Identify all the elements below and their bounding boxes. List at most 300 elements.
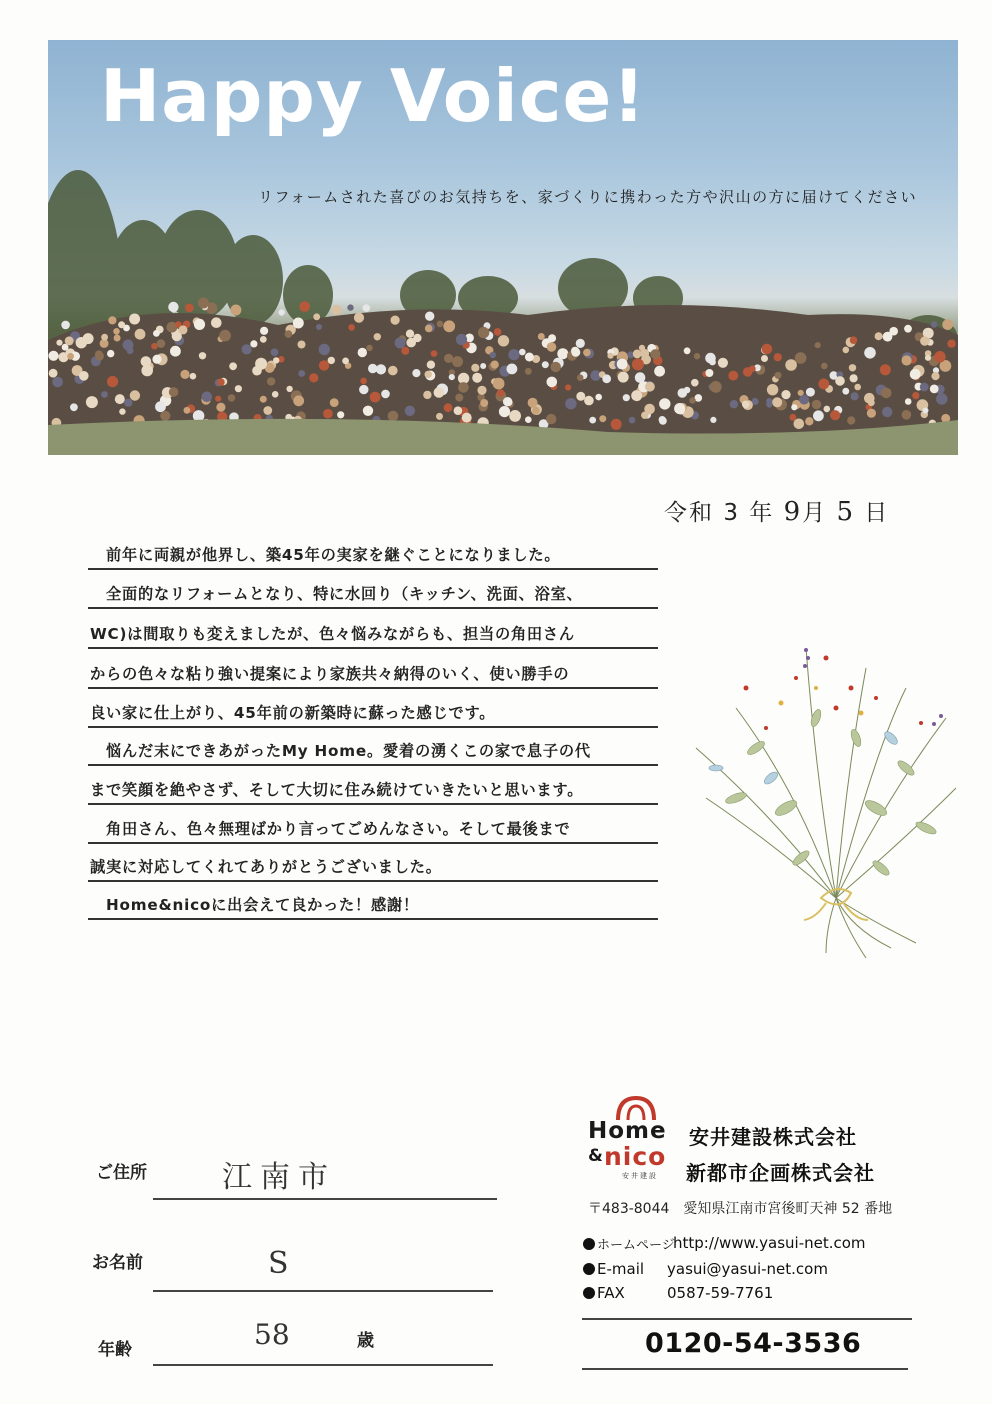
crowd-figure [48,351,58,361]
crowd-figure [494,328,502,336]
crowd-figure [905,398,912,405]
crowd-figure [818,379,829,390]
crowd-figure [330,398,339,407]
crowd-figure [157,339,166,348]
crowd-figure [842,388,849,395]
crowd-figure [217,378,224,385]
crowd-figure [278,309,284,315]
crowd-figure [250,340,257,347]
crowd-figure [749,365,756,372]
crowd-figure [864,347,876,359]
crowd-figure [509,410,521,422]
crowd-figure [525,353,534,362]
crowd-figure [790,414,797,421]
logo-nico: nico [604,1142,667,1171]
crowd-figure [444,354,453,363]
crowd-figure [847,416,855,424]
crowd-figure [812,400,821,409]
crowd-figure [235,385,242,392]
date-month: 9 [783,497,803,527]
date-year-unit: 年 [749,500,775,526]
crowd-figure [123,340,134,351]
crowd-figure [471,364,479,372]
crowd-figure [319,344,330,355]
crowd-figure [472,373,482,383]
crowd-figure [101,334,108,341]
crowd-figure [313,313,320,320]
bullet-icon [583,1238,595,1250]
crowd-figure [705,369,713,377]
letter-line: まで笑顔を絶やさず、そして大切に住み続けていきたいと思います。 [88,765,658,805]
crowd-figure [795,352,807,364]
crowd-figure [425,312,434,321]
crowd-figure [589,417,596,424]
crowd-figure [794,419,805,430]
crowd-figure [674,403,685,414]
crowd-figure [835,376,845,386]
crowd-figure [153,330,160,337]
crowd-figure [360,378,367,385]
name-value: S [268,1246,289,1281]
crowd-figure [267,377,275,385]
logo-home: Home [588,1118,667,1144]
date-day: 5 [836,497,855,527]
crowd-figure [678,388,688,398]
crowd-figure [323,409,333,419]
crowd-figure [774,353,782,361]
crowd-figure [546,414,556,424]
crowd-figure [644,404,655,415]
crowd-figure [211,317,222,328]
crowd-figure [806,388,815,397]
crowd-figure [659,398,670,409]
bullet-icon [583,1287,595,1299]
crowd-figure [691,379,699,387]
crowd-figure [576,339,585,348]
crowd-figure [119,408,125,414]
crowd-figure [728,371,738,381]
crowd-figure [607,353,613,359]
crowd-figure [821,363,828,370]
crowd-figure [519,349,526,356]
crowd-figure [216,403,225,412]
crowd-figure [135,329,146,340]
crowd-figure [215,396,221,402]
crowd-figure [557,348,568,359]
crowd-figure [298,341,306,349]
crowd-figure [271,348,279,356]
crowd-figure [406,338,416,348]
crowd-figure [659,417,667,425]
name-underline [153,1290,493,1292]
crowd-figure [462,413,472,423]
crowd-figure [718,358,728,368]
crowd-figure [260,396,267,403]
crowd-figure [124,399,132,407]
crowd-figure [431,350,438,357]
crowd-figure [602,374,611,383]
crowd-figure [49,369,58,378]
crowd-figure [199,352,206,359]
crowd-figure [273,357,279,363]
crowd-figure [337,411,344,418]
crowd-figure [179,325,188,334]
crowd-figure [230,305,241,316]
crowd-figure [260,336,267,343]
crowd-figure [710,381,722,393]
crowd-figure [113,328,120,335]
crowd-figure [180,370,189,379]
crowd-figure [79,371,89,381]
date-year: 3 [723,500,740,526]
crowd-figure [507,364,518,375]
crowd-figure [843,347,850,354]
crowd-figure [813,410,824,421]
date-era: 令和 [664,500,714,526]
crowd-figure [493,378,505,390]
letter-line: 悩んだ末にできあがったMy Home。愛着の湧くこの家で息子の代 [88,726,658,766]
crowd-figure [499,406,510,417]
crowd-figure [650,349,660,359]
crowd-figure [565,398,576,409]
crowd-figure [689,397,695,403]
crowd-figure [617,359,628,370]
crowd-figure [118,321,125,328]
letter-line: 前年に両親が他界し、築45年の実家を継ぐことになりました。 [88,530,658,570]
crowd-figure [542,361,549,368]
crowd-figure [363,304,371,312]
crowd-figure [538,333,545,340]
crowd-figure [761,355,768,362]
crowd-figure [830,410,840,420]
crowd-figure [358,348,367,357]
crowd-figure [815,342,821,348]
bullet-icon [583,1263,595,1275]
crowd-figure [910,369,921,380]
crowd-figure [95,350,103,358]
phone-bottom-rule [582,1368,908,1370]
crowd-figure [437,321,444,328]
crowd-figure [694,353,700,359]
crowd-figure [850,374,858,382]
crowd-figure [710,417,716,423]
crowd-figure [425,325,433,333]
crowd-figure [930,385,939,394]
crowd-figure [347,304,353,310]
letter-line: 良い家に仕上がり、45年前の新築時に蘇った感じです。 [88,688,658,728]
crowd-figure [477,386,486,395]
crowd-figure [452,356,463,367]
crowd-figure [285,330,293,338]
crowd-figure [412,369,420,377]
crowd-figure [912,392,919,399]
crowd-figure [785,359,797,371]
crowd-figure [319,360,329,370]
crowd-figure [67,353,74,360]
crowd-figure [263,406,272,415]
crowd-figure [931,321,938,328]
logo-subtext: 安井建設 [622,1172,658,1180]
crowd-figure [170,346,181,357]
crowd-figure [730,400,738,408]
page-title: Happy Voice! [100,54,647,138]
crowd-figure [184,407,191,414]
crowd-figure [354,313,364,323]
crowd-figure [849,364,856,371]
crowd-figure [920,383,929,392]
address-value: 江南市 [222,1160,336,1195]
date-month-unit: 月 [802,500,828,526]
crowd-figure [902,410,912,420]
address-label: ご住所 [96,1163,147,1183]
crowd-figure [374,333,381,340]
crowd-figure [286,386,292,392]
crowd-figure [86,396,98,408]
crowd-figure [436,413,443,420]
letter-line: WC)は間取りも変えましたが、色々悩みながらも、担当の角田さん [88,609,658,649]
crowd-figure [508,349,519,360]
crowd-figure [920,336,929,345]
flower-bouquet-illustration [676,628,966,968]
crowd-figure [478,327,489,338]
letter-line: 角田さん、色々無理ばかり言ってごめんなさい。そして最後まで [88,804,658,844]
crowd-figure [152,355,161,364]
crowd-figure [505,398,513,406]
crowd-figure [293,395,304,406]
crowd-figure [370,392,381,403]
crowd-figure [772,397,782,407]
crowd-figure [401,347,409,355]
crowd-figure [618,372,629,383]
contact-fax: FAX 0587-59-7761 [583,1284,903,1302]
crowd-figure [881,388,892,399]
crowd-figure [456,334,467,345]
crowd-figure [427,361,435,369]
crowd-figure [65,336,74,345]
crowd-figure [923,408,929,414]
crowd-figure [115,394,125,404]
crowd-figure [551,362,561,372]
crowd-figure [406,330,414,338]
crowd-figure [528,398,538,408]
toll-free-phone[interactable]: 0120-54-3536 [645,1328,862,1359]
letter-line: Home&nicoに出会えて良かった！感謝！ [88,880,658,920]
crowd-figure [454,406,463,415]
crowd-figure [583,349,591,357]
homepage-url[interactable]: http://www.yasui-net.com [673,1234,866,1252]
address-underline [153,1198,497,1200]
age-value: 58 [254,1318,290,1351]
crowd-figure [141,365,153,377]
crowd-figure [799,395,809,405]
crowd-figure [458,382,469,393]
crowd-figure [198,298,209,309]
crowd-figure [525,368,532,375]
crowd-figure [705,353,716,364]
crowd-figure [260,327,268,335]
crowd-figure [880,364,891,375]
crowd-figure [56,340,62,346]
company-logo [588,1096,680,1180]
crowd-figure [405,406,415,416]
age-underline [153,1364,493,1366]
crowd-figure [629,417,636,424]
letter-line: 全面的なリフォームとなり、特に水回り（キッチン、洗面、浴室、 [88,569,658,609]
crowd-figure [185,304,194,313]
crowd-figure [599,415,606,422]
crowd-figure [52,377,63,388]
crowd-figure [342,358,349,365]
contact-homepage: ホームページ http://www.yasui-net.com [583,1234,903,1253]
crowd-figure [781,390,790,399]
company-address: 〒483-8044 愛知県江南市宮後町天神 52 番地 [588,1201,893,1217]
crowd-figure [883,332,893,342]
crowd-figure [309,373,318,382]
crowd-figure [633,350,642,359]
crowd-figure [242,344,252,354]
crowd-figure [168,302,178,312]
crowd-figure [902,355,912,365]
letter-line: からの色々な粘り強い提案により家族共々納得のいく、使い勝手の [88,649,658,689]
crowd-figure [61,321,70,330]
crowd-figure [299,301,310,312]
crowd-figure [851,392,859,400]
crowd-figure [395,337,406,348]
crowd-figure [293,318,304,329]
company-name-2: 新都市企画株式会社 [686,1161,875,1185]
company-name-1: 安井建設株式会社 [689,1125,857,1149]
crowd-figure [854,384,861,391]
crowd-figure [425,371,432,378]
crowd-figure [455,394,463,402]
header-photo [48,40,958,455]
crowd-figure [101,391,108,398]
crowd-figure [497,389,505,397]
crowd-figure [766,401,772,407]
crowd-figure [58,352,68,362]
crowd-figure [348,324,355,331]
logo-amp: & [588,1146,603,1166]
crowd-figure [434,387,445,398]
crowd-figure [423,391,431,399]
crowd-figure [83,333,94,344]
crowd-figure [255,358,267,370]
crowd-figure [654,366,665,377]
crowd-figure [942,319,953,330]
crowd-figure [160,411,170,421]
crowd-figure [169,387,179,397]
crowd-figure [532,407,540,415]
crowd-figure [491,361,499,369]
crowd-figure [547,377,558,388]
crowd-figure [850,336,858,344]
crowd-figure [129,314,140,325]
crowd-figure [228,394,235,401]
crowd-figure [931,372,939,380]
crowd-figure [623,394,630,401]
crowd-figure [577,374,584,381]
crowd-figure [388,366,398,376]
page-subtitle: リフォームされた喜びのお気持ちを、家づくりに携わった方や沢山の方に届けてください [258,188,918,206]
crowd-figure [114,335,121,342]
crowd-figure [388,411,399,422]
crowd-figure [882,407,892,417]
crowd-figure [498,335,509,346]
crowd-figure [805,417,813,425]
crowd-figure [108,316,116,324]
crowd-figure [480,363,486,369]
name-label: お名前 [92,1253,143,1273]
crowd-figure [194,319,205,330]
crowd-figure [824,406,831,413]
crowd-figure [298,370,305,377]
crowd-figure [316,324,322,330]
crowd-figure [363,406,373,416]
crowd-figure [381,390,390,399]
crowd-figure [449,374,455,380]
crowd-figure [366,345,372,351]
crowd-figure [864,393,875,404]
crowd-figure [875,332,883,340]
email-address[interactable]: yasui@yasui-net.com [667,1260,828,1278]
crowd-figure [767,384,778,395]
crowd-figure [645,382,655,392]
crowd-figure [107,350,114,357]
date-day-unit: 日 [864,500,890,526]
crowd-figure [490,352,496,358]
crowd-figure [571,347,579,355]
crowd-figure [525,416,532,423]
crowd-figure [480,399,488,407]
crowd-figure [229,362,237,370]
crowd-figure [791,404,797,410]
crowd-figure [443,320,455,332]
roof-arc-icon [614,1096,658,1120]
crowd-figure [936,393,947,404]
crowd-figure [584,396,594,406]
crowd-figure [867,409,876,418]
crowd-figure [219,330,231,342]
crowd-figure [70,403,78,411]
crowd-figure [565,384,571,390]
crowd-figure [639,345,645,351]
crowd-figure [328,357,335,364]
crowd-figure [130,390,140,400]
crowd-figure [155,401,166,412]
crowd-figure [190,373,197,380]
crowd-figure [762,344,773,355]
crowd-figure [359,385,368,394]
date [664,494,889,527]
crowd-figure [934,351,946,363]
crowd-figure [107,376,118,387]
crowd-figure [376,364,386,374]
crowd-figure [595,394,602,401]
crowd-figure [631,390,642,401]
crowd-figure [947,340,955,348]
crowd-figure [632,358,644,370]
crowd-figure [202,392,213,403]
crowd-figure [925,355,931,361]
letter-line: 誠実に対応してくれてありがとうございました。 [88,842,658,882]
crowd-figure [684,347,691,354]
crowd-figure [611,419,622,430]
crowd-figure [576,392,585,401]
fax-number: 0587-59-7761 [667,1284,774,1302]
crowd-figure [444,403,453,412]
age-unit: 歳 [357,1331,374,1351]
age-label: 年齢 [98,1340,132,1360]
